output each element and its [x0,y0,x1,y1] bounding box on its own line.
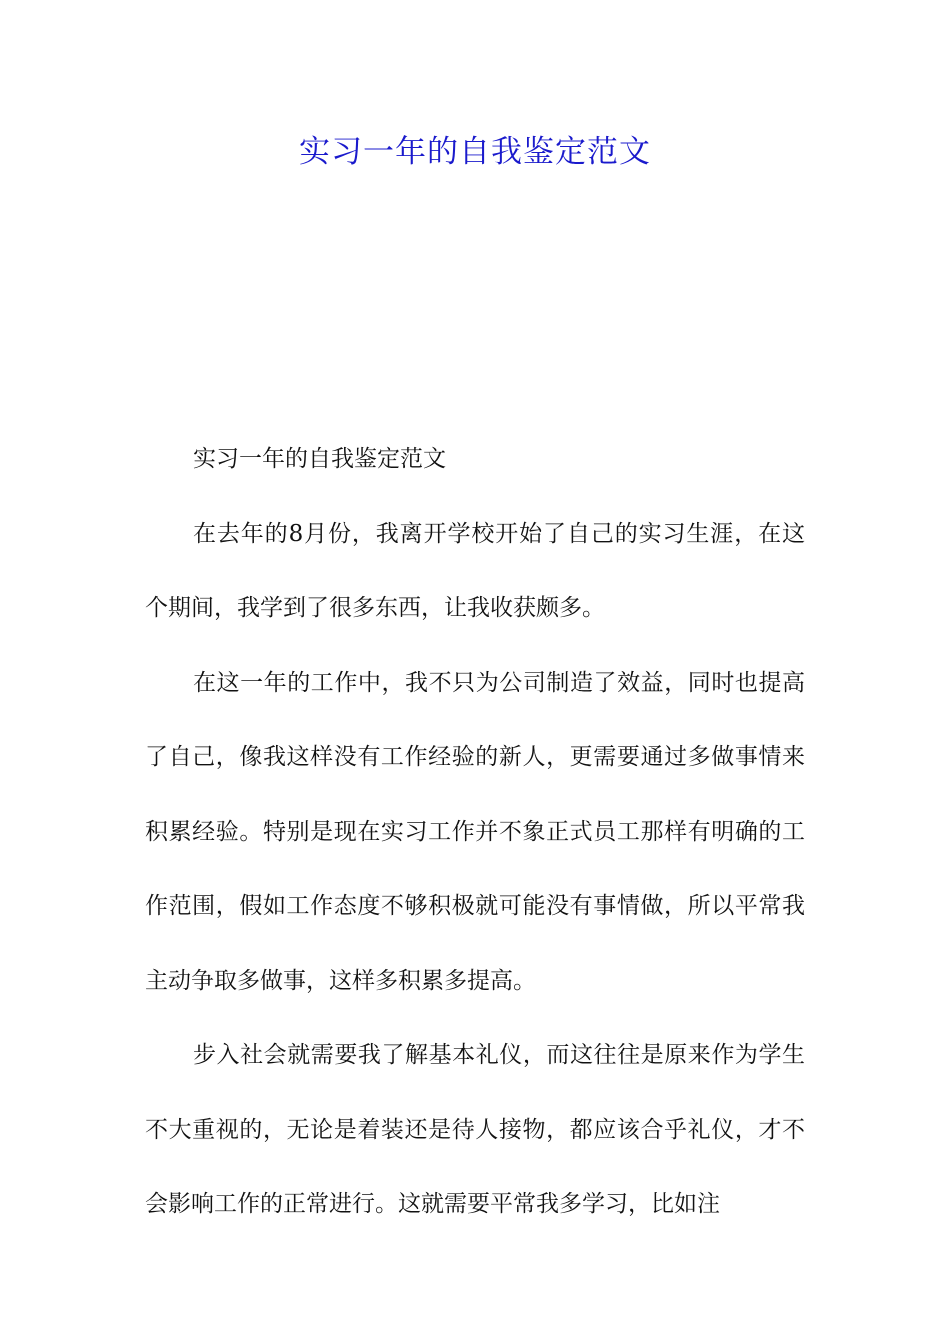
document-body [145,422,805,1242]
document-title: 实习一年的自我鉴定范文 [299,134,651,170]
body-paragraph-heading: 实习一年的自我鉴定范文 [193,446,446,472]
body-paragraph-1: 在去年的8月份，我离开学校开始了自己的实习生涯，在这个期间，我学到了很多东西，让我收获颇多。 [145,520,805,621]
body-paragraph-2: 在这一年的工作中，我不只为公司制造了效益，同时也提高了自己，像我这样没有工作经验的新人，更需要通过多做事情来积累经验。特别是现在实习工作并不象正式员工那样有明确的工作范围，假如工作态度不够积极就可能没有事情做，所以平常我主动争取多做事，这样多积累多提高。 [145,669,805,994]
body-paragraph-3: 步入社会就需要我了解基本礼仪，而这往往是原来作为学生不大重视的，无论是着装还是待人接物，都应该合乎礼仪，才不会影响工作的正常进行。这就需要平常我多学习，比如注 [145,1042,805,1217]
